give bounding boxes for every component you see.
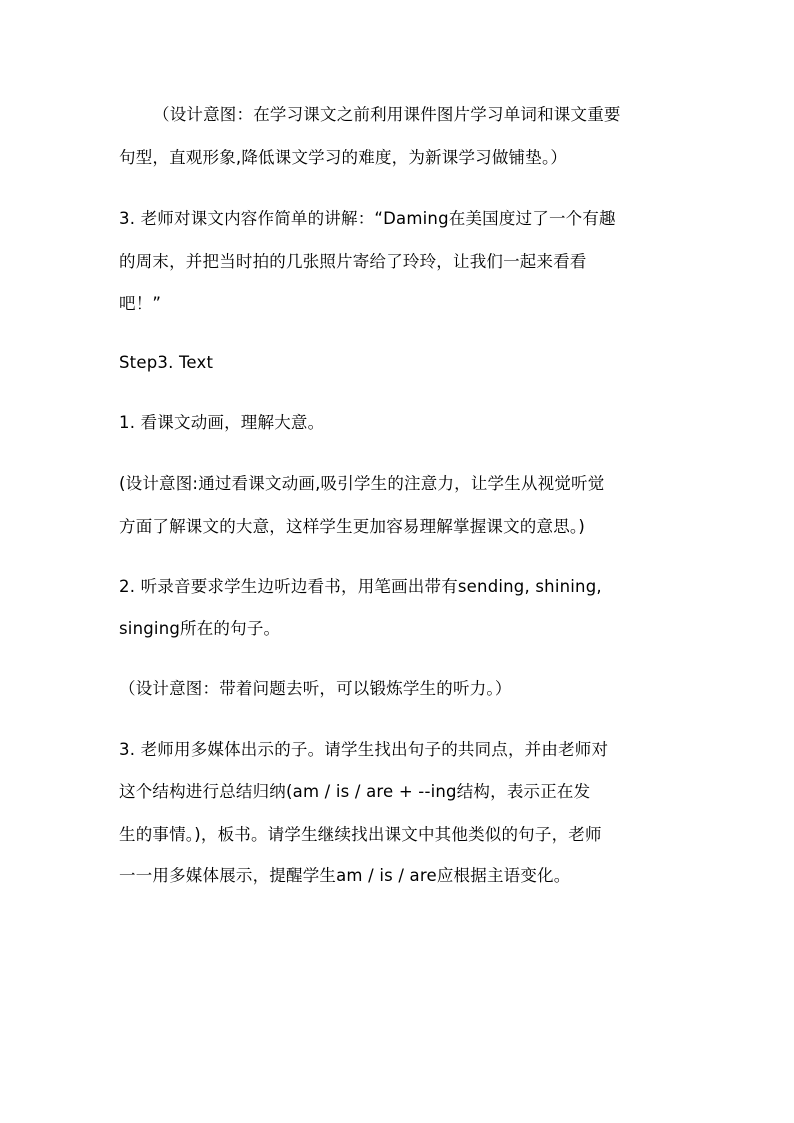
section-heading: Step3. Text xyxy=(119,353,214,372)
text-step-3-line-3: 生的事情。)，板书。请学生继续找出课文中其他类似的句子，老师 xyxy=(119,825,602,844)
step-3-paragraph-line-3: 吧！” xyxy=(119,294,162,313)
text-step-3-line-1: 3. 老师用多媒体出示的子。请学生找出句子的共同点，并由老师对 xyxy=(119,740,609,759)
text-step-3-line-2: 这个结构进行总结归纳(am / is / are + --ing结构，表示正在发 xyxy=(119,782,591,801)
step-3-paragraph-line-2: 的周末，并把当时拍的几张照片寄给了玲玲，让我们一起来看看 xyxy=(119,252,587,271)
design-intent-paragraph-line-1: （设计意图：在学习课文之前利用课件图片学习单词和课文重要 xyxy=(153,105,621,124)
design-intent-paragraph-line-2: 句型，直观形象,降低课文学习的难度，为新课学习做铺垫。） xyxy=(119,148,568,167)
text-step-1-intent-line-2: 方面了解课文的大意，这样学生更加容易理解掌握课文的意思。) xyxy=(119,517,585,536)
text-step-2-line-2: singing所在的句子。 xyxy=(119,619,281,638)
text-step-1-intent-line-1: (设计意图:通过看课文动画,吸引学生的注意力，让学生从视觉听觉 xyxy=(119,474,605,493)
text-step-3-line-4: 一一用多媒体展示，提醒学生am / is / are应根据主语变化。 xyxy=(119,866,571,885)
text-step-2-intent: （设计意图：带着问题去听，可以锻炼学生的听力。） xyxy=(119,679,512,698)
step-3-paragraph-line-1: 3. 老师对课文内容作简单的讲解：“Daming在美国度过了一个有趣 xyxy=(119,209,616,228)
text-step-1: 1. 看课文动画，理解大意。 xyxy=(119,413,325,432)
text-step-2-line-1: 2. 听录音要求学生边听边看书，用笔画出带有sending, shining, xyxy=(119,577,602,596)
